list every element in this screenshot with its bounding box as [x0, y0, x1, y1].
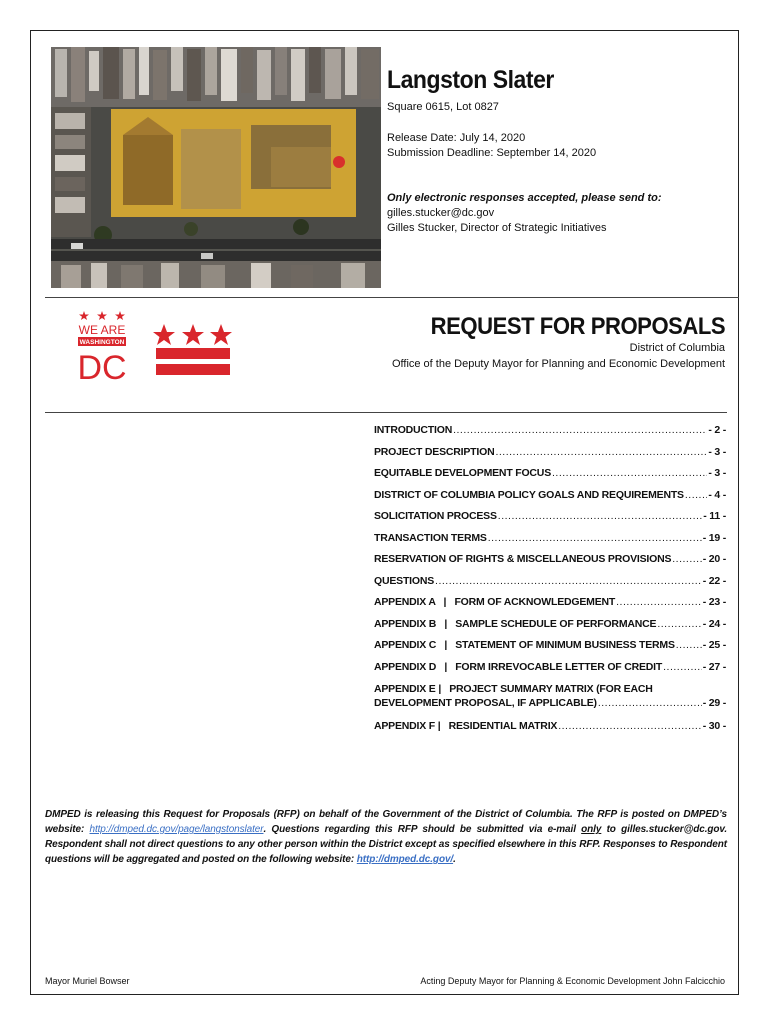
toc-entry[interactable]: TRANSACTION TERMS ..... - 19 -	[374, 532, 726, 544]
footer-deputy-mayor: Acting Deputy Mayor for Planning & Economic Development John Falcicchio	[420, 976, 725, 986]
toc-entry[interactable]: APPENDIX B | SAMPLE SCHEDULE OF PERFORMANCE ..... - 24 -	[374, 618, 726, 630]
project-header	[387, 66, 727, 95]
project-title: Langston Slater	[387, 66, 554, 94]
contact-block	[387, 191, 662, 236]
toc-entry[interactable]: APPENDIX A | FORM OF ACKNOWLEDGEMENT ..... - 23 -	[374, 596, 726, 608]
header-divider	[45, 297, 739, 298]
toc-entry[interactable]: APPENDIX E | PROJECT SUMMARY MATRIX (FOR EACH DEVELOPMENT PROPOSAL, IF APPLICABLE) ..... - 29 -	[374, 682, 726, 710]
toc-entry[interactable]: APPENDIX F | RESIDENTIAL MATRIX ..... - 30 -	[374, 720, 726, 732]
contact-email[interactable]: gilles.stucker@dc.gov	[387, 207, 495, 219]
aerial-site-photo	[51, 47, 381, 288]
rfp-divider	[45, 412, 727, 413]
toc-entry[interactable]: INTRODUCTION ..... - 2 -	[374, 424, 726, 436]
dates-block	[387, 131, 596, 161]
electronic-note: Only electronic responses accepted, please send to:	[387, 192, 662, 204]
release-date: Release Date: July 14, 2020	[387, 132, 526, 144]
toc-entry[interactable]: DISTRICT OF COLUMBIA POLICY GOALS AND REQUIREMENTS ..... - 4 -	[374, 489, 726, 501]
rfp-subtitle-office: Office of the Deputy Mayor for Planning and Economic Development	[391, 358, 725, 370]
logo-we-are: WE ARE	[78, 323, 126, 337]
rfp-title: REQUEST FOR PROPOSALS	[430, 313, 725, 340]
footer-mayor: Mayor Muriel Bowser	[45, 976, 130, 986]
toc-entry[interactable]: SOLICITATION PROCESS ..... - 11 -	[374, 510, 726, 522]
rfp-intro-paragraph: DMPED is releasing this Request for Proposals (RFP) on behalf of the Government of the District of Columbia. The RFP is posted on DMPED’s website: http://dmped.dc.gov/page/langstonslater. Questions regarding this RFP should be submitted via e-mail only to gilles.stucker@dc.gov. Respondent shall not direct questions to any other person within the District except as specified elsewhere in this RFP. Responses to Respondent questions will be aggregated and posted on the following website: http://dmped.dc.gov/.	[45, 809, 728, 865]
logo-dc: DC	[77, 349, 127, 382]
contact-name: Gilles Stucker, Director of Strategic Initiatives	[387, 222, 607, 234]
toc-entry[interactable]: APPENDIX C | STATEMENT OF MINIMUM BUSINESS TERMS ..... - 25 -	[374, 639, 726, 651]
dc-logo	[76, 310, 236, 382]
toc-entry[interactable]: QUESTIONS ..... - 22 -	[374, 575, 726, 587]
square-lot: Square 0615, Lot 0827	[387, 101, 499, 113]
dmped-website-link[interactable]: http://dmped.dc.gov/	[356, 854, 454, 865]
toc-entry[interactable]: EQUITABLE DEVELOPMENT FOCUS ..... - 3 -	[374, 467, 726, 479]
table-of-contents	[374, 424, 726, 741]
rfp-website-link[interactable]: http://dmped.dc.gov/page/langstonslater	[89, 824, 264, 835]
submission-deadline: Submission Deadline: September 14, 2020	[387, 147, 597, 159]
toc-entry[interactable]: RESERVATION OF RIGHTS & MISCELLANEOUS PROVISIONS ..... - 20 -	[374, 553, 726, 565]
toc-entry[interactable]: PROJECT DESCRIPTION ..... - 3 -	[374, 446, 726, 458]
rfp-subtitle-district: District of Columbia	[629, 342, 725, 354]
logo-washington: WASHINGTON	[79, 339, 125, 346]
toc-entry[interactable]: APPENDIX D | FORM IRREVOCABLE LETTER OF CREDIT ..... - 27 -	[374, 661, 726, 673]
